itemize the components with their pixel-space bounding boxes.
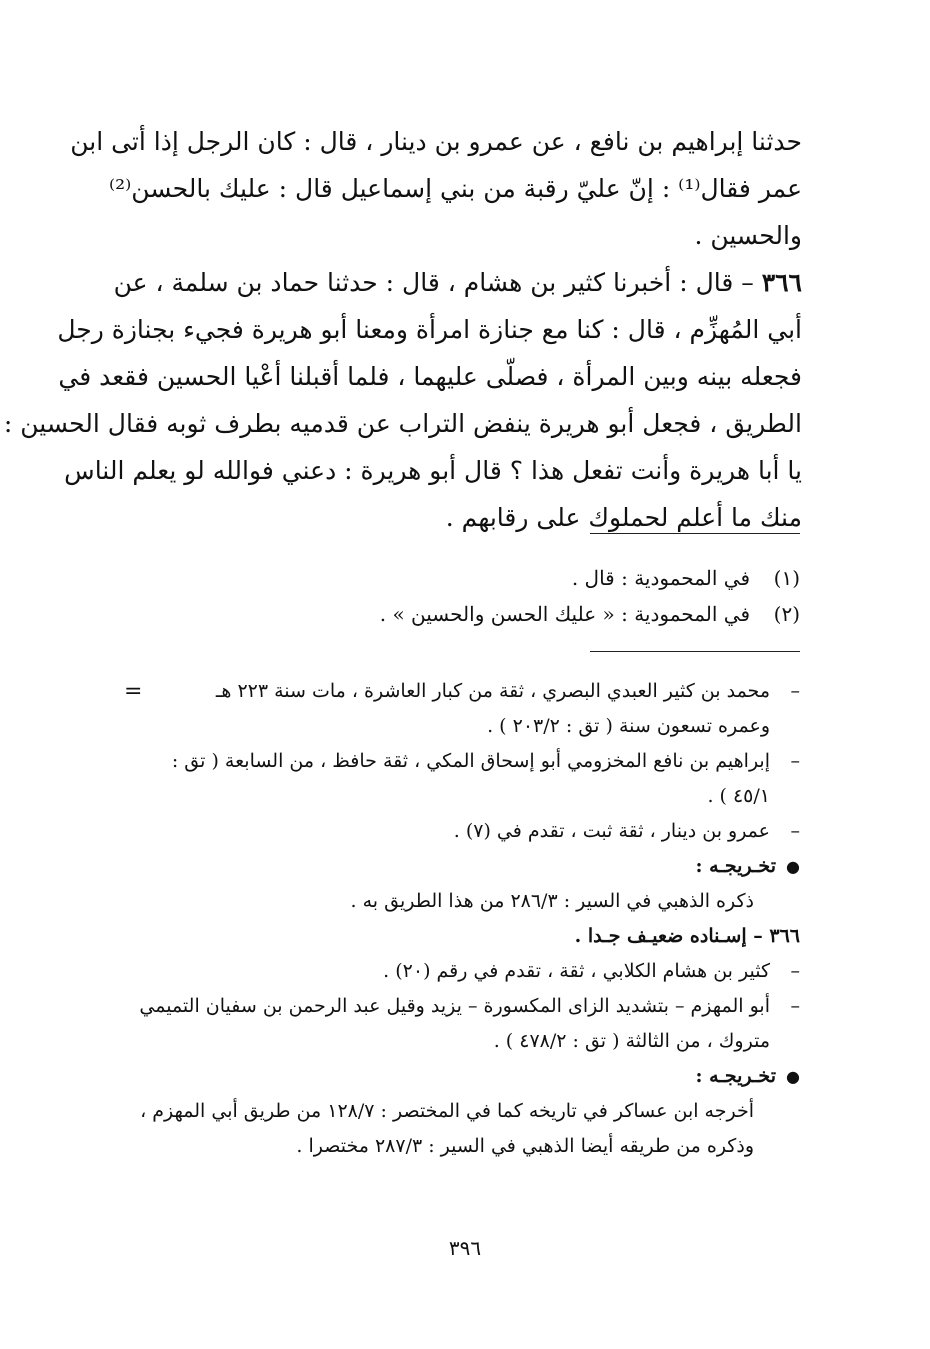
narrator-line-2: وعمره تسعون سنة ( تق : ٢٠٣/٢ ) .	[487, 715, 770, 737]
footnote-1-text: في المحمودية : قال .	[571, 566, 750, 590]
bullet-icon: ●	[786, 1067, 800, 1086]
hadith-line-2: أبي المُهزِّم ، قال : كنا مع جنازة امرأة ومعنا أبو هريرة فجيء بجنازة رجل	[57, 315, 802, 344]
takhrij-text-2-line-1: أخرجه ابن عساكر في تاريخه كما في المختصر : ١٢٨/٧ من طريق أبي المهزم ،	[140, 1100, 754, 1122]
main-line-1: حدثنا إبراهيم بن نافع ، عن عمرو بن دينار ، قال : كان الرجل إذا أتى ابن	[70, 127, 802, 156]
commentary-divider	[590, 651, 800, 652]
main-line-3: والحسين .	[694, 221, 802, 250]
hadith-line-3: فجعله بينه وبين المرأة ، فصلّى عليهما ، فلما أقبلنا أعْيا الحسين فقعد في	[58, 362, 802, 391]
takhrij-heading-1: ●تخـريجـه :	[124, 849, 800, 884]
footnote-1-number: (١)	[773, 566, 800, 590]
footnote-2-number: (٢)	[773, 602, 800, 626]
commentary	[124, 674, 800, 1164]
footnote-divider	[590, 533, 800, 534]
narrator-line-4: ٤٥/١ ) .	[707, 785, 770, 807]
narrator-line-6: –كثير بن هشام الكلابي ، ثقة ، تقدم في رقم (٢٠) .	[383, 960, 800, 982]
narrator-line-7: –أبو المهزم – بتشديد الزاى المكسورة – يزيد وقيل عبد الرحمن بن سفيان التميمي	[139, 995, 800, 1017]
continuation-mark: =	[124, 679, 143, 704]
hadith-line-4: الطريق ، فجعل أبو هريرة ينفض التراب عن قدميه بطرف ثوبه فقال الحسين :	[3, 409, 802, 438]
takhrij-text-1: ذكره الذهبي في السير : ٢٨٦/٣ من هذا الطريق به .	[350, 890, 754, 912]
main-text	[3, 118, 802, 541]
narrator-line-5: –عمرو بن دينار ، ثقة ثبت ، تقدم في (٧) .	[453, 820, 800, 842]
hadith-line-6: منك ما أعلم لحملوك على رقابهم .	[445, 503, 802, 532]
isnad-number: ٣٦٦	[769, 925, 800, 947]
hadith-number: ٣٦٦	[761, 268, 802, 297]
takhrij-text-2-line-2: وذكره من طريقه أيضا الذهبي في السير : ٢٨٧/٣ مختصرا .	[296, 1135, 754, 1157]
footnote-1	[160, 560, 800, 596]
hadith-line-1: ٣٦٦ – قال : أخبرنا كثير بن هشام ، قال : حدثنا حماد بن سلمة ، عن	[113, 268, 802, 297]
takhrij-heading-2: ●تخـريجـه :	[124, 1059, 800, 1094]
narrator-line-8: متروك ، من الثالثة ( تق : ٤٧٨/٢ ) .	[493, 1030, 770, 1052]
isnad-line: ٣٦٦ – إسـناده ضعيـف جـدا .	[574, 925, 800, 947]
page-number: ٣٩٦	[448, 1236, 482, 1260]
narrator-line-1: –محمد بن كثير العبدي البصري ، ثقة من كبار العاشرة ، مات سنة ٢٢٣ هـ =	[124, 674, 800, 709]
bullet-icon: ●	[786, 857, 800, 876]
footnote-2	[160, 596, 800, 632]
footnote-2-text: في المحمودية : « عليك الحسن والحسين » .	[379, 602, 750, 626]
hadith-line-5: يا أبا هريرة وأنت تفعل هذا ؟ قال أبو هريرة : دعني فوالله لو يعلم الناس	[64, 456, 802, 485]
main-line-2: عمر فقال⁽¹⁾ : إنّ عليّ رقبة من بني إسماعيل قال : عليك بالحسن⁽²⁾	[108, 174, 802, 203]
narrator-line-3: –إبراهيم بن نافع المخزومي أبو إسحاق المكي ، ثقة حافظ ، من السابعة ( تق :	[171, 750, 800, 772]
